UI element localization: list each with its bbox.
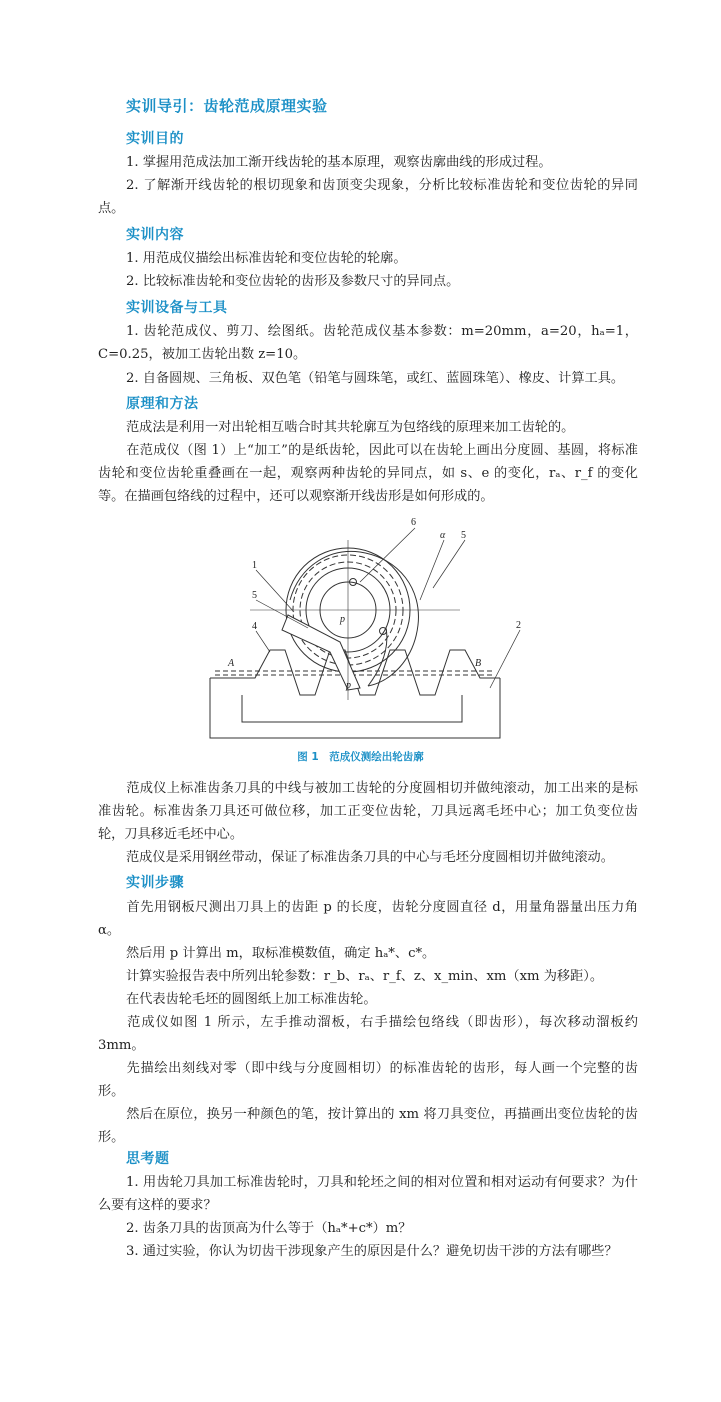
leader-2 — [490, 630, 520, 688]
question-2: 2. 齿条刀具的齿顶高为什么等于（hₐ*+c*）m？ — [126, 1221, 412, 1236]
leader-6 — [360, 528, 415, 582]
clamp-plate-outline — [290, 551, 418, 686]
steps-para-4: 在代表齿轮毛坯的圆图纸上加工标准齿轮。 — [126, 992, 377, 1007]
content-item-2: 2. 比较标准齿轮和变位齿轮的齿形及参数尺寸的异同点。 — [126, 274, 460, 289]
question-1: 1. 用齿轮刀具加工标准齿轮时，刀具和轮坯之间的相对位置和相对运动有何要求？为什么要有这样的要求？ — [98, 1175, 638, 1213]
steps-para-3: 计算实验报告表中所列出轮参数：r_b、rₐ、r_f、z、x_min、xm（xm 为移距）。 — [126, 969, 604, 984]
section-heading-equipment: 实训设备与工具 — [126, 300, 228, 316]
label-alpha: α — [440, 530, 446, 541]
leader-5b — [433, 540, 465, 588]
section-heading-content: 实训内容 — [126, 227, 184, 243]
label-4: 4 — [252, 621, 257, 632]
content-item-1: 1. 用范成仪描绘出标准齿轮和变位齿轮的轮廓。 — [126, 251, 407, 266]
purpose-item-2: 2. 了解渐开线齿轮的根切现象和齿顶变尖现象，分析比较标准齿轮和变位齿轮的异同点。 — [98, 178, 638, 216]
leader-1 — [256, 570, 294, 612]
label-B: B — [475, 658, 482, 669]
principle-para-4: 范成仪是采用钢丝带动，保证了标准齿条刀具的中心与毛坯分度圆相切并做纯滚动。 — [126, 850, 614, 865]
label-p-center: p — [340, 614, 345, 625]
section-heading-purpose: 实训目的 — [126, 131, 184, 147]
label-p-pitch: p — [346, 680, 351, 691]
label-2: 2 — [516, 620, 521, 631]
equipment-item-2: 2. 自备圆规、三角板、双色笔（铅笔与圆珠笔，或红、蓝圆珠笔）、橡皮、计算工具。 — [126, 371, 625, 386]
section-heading-questions: 思考题 — [126, 1151, 170, 1167]
page-title: 实训导引：齿轮范成原理实验 — [126, 97, 328, 115]
label-5-left: 5 — [252, 590, 257, 601]
label-A: A — [228, 658, 235, 669]
leader-alpha — [420, 540, 444, 600]
label-5-right: 5 — [461, 530, 466, 541]
steps-para-5: 范成仪如图 1 所示，左手推动溜板，右手描绘包络线（即齿形），每次移动溜板约 3mm。 — [98, 1015, 638, 1053]
purpose-item-1: 1. 掌握用范成法加工渐开线齿轮的基本原理，观察齿廓曲线的形成过程。 — [126, 155, 552, 170]
section-heading-principle: 原理和方法 — [126, 396, 199, 412]
equipment-item-1: 1. 齿轮范成仪、剪刀、绘图纸。齿轮范成仪基本参数：m=20mm，a=20，hₐ=1，C=0.25，被加工齿轮出数 z=10。 — [98, 324, 638, 362]
steps-para-7: 然后在原位，换另一种颜色的笔，按计算出的 xm 将刀具变位，再描画出变位齿轮的齿形。 — [98, 1107, 638, 1145]
section-heading-steps: 实训步骤 — [126, 875, 184, 891]
leader-4 — [256, 631, 270, 652]
label-1: 1 — [252, 560, 257, 571]
principle-para-3: 范成仪上标准齿条刀具的中线与被加工齿轮的分度圆相切并做纯滚动，加工出来的是标准齿轮。标准齿条刀具还可做位移，加工正变位齿轮，刀具远离毛坯中心；加工负变位齿轮，刀具移近毛坯中心。 — [98, 781, 638, 842]
rack-inner-outline — [242, 695, 462, 722]
steps-para-6: 先描绘出刻线对零（即中线与分度圆相切）的标准齿轮的齿形，每人画一个完整的齿形。 — [98, 1061, 638, 1099]
steps-para-2: 然后用 p 计算出 m，取标准模数值，确定 hₐ*、c*。 — [126, 946, 436, 961]
figure-caption: 图 1 范成仪测绘出轮齿廓 — [297, 751, 424, 763]
figure-1-gear-generating-diagram — [190, 510, 520, 745]
principle-para-1: 范成法是利用一对出轮相互啮合时其共轮廓互为包络线的原理来加工齿轮的。 — [126, 420, 575, 435]
label-6: 6 — [411, 517, 416, 528]
principle-para-2: 在范成仪（图 1）上“加工”的是纸齿轮，因此可以在齿轮上画出分度圆、基圆，将标准齿轮和变位齿轮重叠画在一起，观察两种齿轮的异同点，如 s、e 的变化，rₐ、r_f 的变化等。在描画包络线的过程中，还可以观察渐开线齿形是如何形成的。 — [98, 443, 638, 504]
question-3: 3. 通过实验，你认为切齿干涉现象产生的原因是什么？避免切齿干涉的方法有哪些？ — [126, 1244, 618, 1259]
steps-para-1: 首先用钢板尺测出刀具上的齿距 p 的长度，齿轮分度圆直径 d，用量角器量出压力角 α。 — [98, 900, 638, 938]
